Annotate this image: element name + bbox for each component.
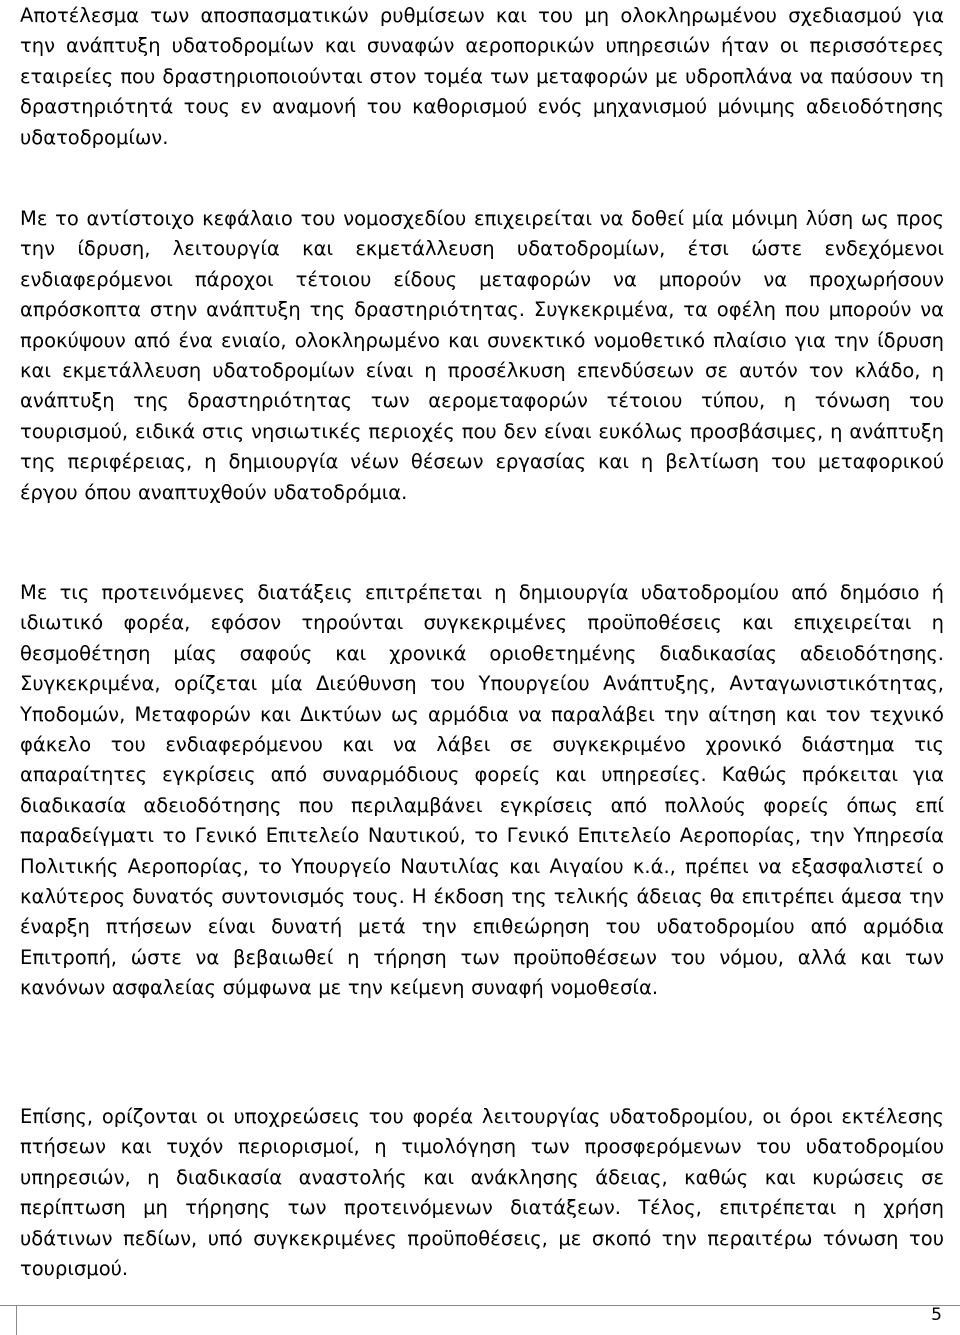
footer-rule [0, 1305, 960, 1306]
paragraph-4: Επίσης, ορίζονται οι υποχρεώσεις του φορέα λειτουργίας υδατοδρομίου, οι όροι εκτέλεσης πτήσεων και τυχόν περιορισμοί, η τιμολόγηση των προσφερόμενων του υδατοδρομίου υπηρεσιών, η διαδικασία αναστολής και ανάκλησης άδειας, καθώς και κυρώσεις σε περίπτωση μη τήρησης των προτεινόμενων διατάξεων. Τέλος, επιτρέπεται η χρήση υδάτινων πεδίων, υπό συγκεκριμένες προϋποθέσεις, με σκοπό την περαιτέρω τόνωση του τουρισμού. [20, 1105, 944, 1281]
paragraph-3: Με τις προτεινόμενες διατάξεις επιτρέπεται η δημιουργία υδατοδρομίου από δημόσιο ή ιδιωτικό φορέα, εφόσον τηρούνται συγκεκριμένες προϋποθέσεις και επιχειρείται η θεσμοθέτηση μίας σαφούς και χρονικά οριοθετημένης διαδικασίας αδειοδότησης. Συγκεκριμένα, ορίζεται μία Διεύθυνση του Υπουργείου Ανάπτυξης, Ανταγωνιστικότητας, Υποδομών, Μεταφορών και Δικτύων ως αρμόδια να παραλάβει την αίτηση και τον τεχνικό φάκελο του ενδιαφερόμενου και να λάβει σε συγκεκριμένο χρονικό διάστημα τις απαραίτητες εγκρίσεις από συναρμόδιους φορείς και υπηρεσίες. Καθώς πρόκειται για διαδικασία αδειοδότησης που περιλαμβάνει εγκρίσεις από πολλούς φορείς όπως επί παραδείγματι το Γενικό Επιτελείο Ναυτικού, το Γενικό Επιτελείο Αεροπορίας, την Υπηρεσία Πολιτικής Αεροπορίας, το Υπουργείο Ναυτιλίας και Αιγαίου κ.ά., πρέπει να εξασφαλιστεί ο καλύτερος δυνατός συντονισμός τους. Η έκδοση της τελικής άδειας θα επιτρέπει άμεσα την έναρξη πτήσεων είναι δυνατή μετά την επιθεώρηση του υδατοδρομίου από αρμόδια Επιτροπή, ώστε να βεβαιωθεί η τήρηση των προϋποθέσεων του νόμου, αλλά και των κανόνων ασφαλείας σύμφωνα με την κείμενη συναφή νομοθεσία. [20, 581, 944, 1000]
paragraph-2: Με το αντίστοιχο κεφάλαιο του νομοσχεδίου επιχειρείται να δοθεί μία μόνιμη λύση ως προς την ίδρυση, λειτουργία και εκμετάλλευση υδατοδρομίων, έτσι ώστε ενδεχόμενοι ενδιαφερόμενοι πάροχοι τέτοιου είδους μεταφορών να μπορούν να προχωρήσουν απρόσκοπτα στην ανάπτυξη της δραστηριότητας. Συγκεκριμένα, τα οφέλη που μπορούν να προκύψουν από ένα ενιαίο, ολοκληρωμένο και συνεκτικό νομοθετικό πλαίσιο για την ίδρυση και εκμετάλλευση υδατοδρομίων είναι η προσέλκυση επενδύσεων σε αυτόν τον κλάδο, η ανάπτυξη της δραστηριότητας των αερομεταφορών τέτοιου τύπου, η τόνωση του τουρισμού, ειδικά στις νησιωτικές περιοχές που δεν είναι ευκόλως προσβάσιμες, η ανάπτυξη της περιφέρειας, η δημιουργία νέων θέσεων εργασίας και η βελτίωση του μεταφορικού έργου όπου αναπτυχθούν υδατοδρόμια. [20, 207, 944, 504]
footer-tick [16, 1305, 17, 1335]
paragraph-1: Αποτέλεσμα των αποσπασματικών ρυθμίσεων και του μη ολοκληρωμένου σχεδιασμού για την ανάπτυξη υδατοδρομίων και συναφών αεροπορικών υπηρεσιών ήταν οι περισσότερες εταιρείες που δραστηριοποιούνται στον τομέα των μεταφορών με υδροπλάνα να παύσουν τη δραστηριότητά τους εν αναμονή του καθορισμού ενός μηχανισμού μόνιμης αδειοδότησης υδατοδρομίων. [20, 4, 944, 149]
page-number: 5 [931, 1305, 942, 1325]
